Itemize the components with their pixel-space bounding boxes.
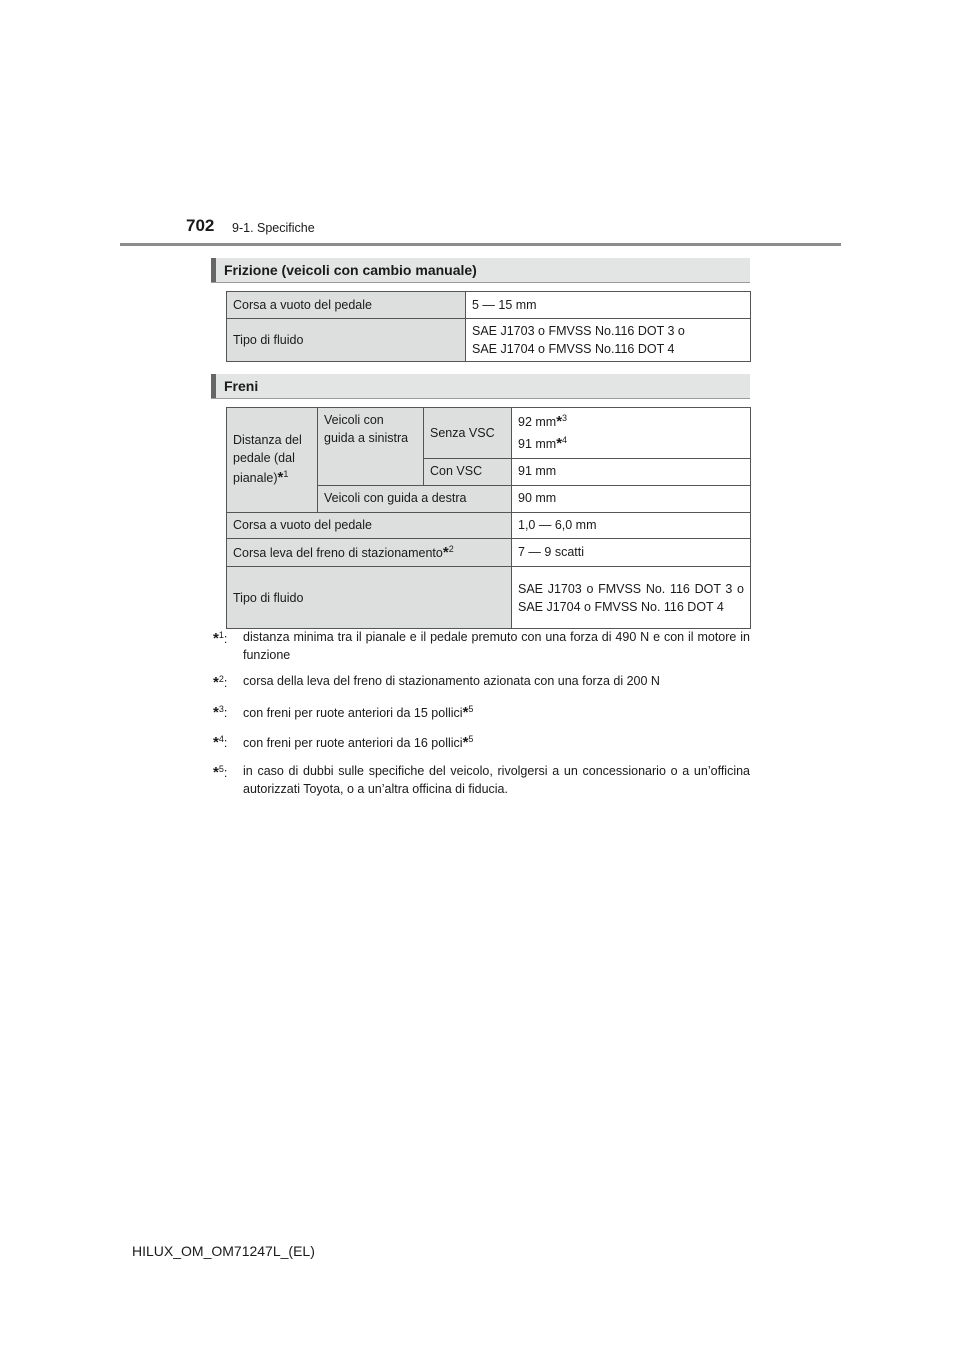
brake-fluid-label: Tipo di fluido: [227, 567, 512, 629]
rhd-value: 90 mm: [512, 485, 751, 512]
table-row: [227, 408, 751, 459]
parking-brake-value: 7 — 9 scatti: [512, 538, 751, 567]
pedal-distance-label: Distanza del pedale (dal pianale)*$^1$: [227, 408, 318, 513]
clutch-fluid-line-1: SAE J1703 o FMVSS No.116 DOT 3 o: [472, 324, 685, 338]
footnote: *$^3$: con freni per ruote anteriori da 15 pollici*$^5$: [213, 703, 474, 721]
rhd-label: Veicoli con guida a destra: [318, 485, 512, 512]
table-row: [227, 319, 751, 362]
parking-brake-label: Corsa leva del freno di stazionamento*$^2$: [227, 538, 512, 567]
brake-free-play-label: Corsa a vuoto del pedale: [227, 512, 512, 538]
clutch-fluid-line-2: SAE J1704 o FMVSS No.116 DOT 4: [472, 342, 675, 357]
document-code: HILUX_OM_OM71247L_(EL): [132, 1243, 315, 1259]
table-row: [227, 538, 751, 567]
lhd-label: Veicoli con guida a sinistra: [318, 408, 424, 486]
brake-free-play-value: 1,0 — 6,0 mm: [512, 512, 751, 538]
footnote: *$^2$: corsa della leva del freno di stazionamento azionata con una forza di 200 N: [213, 674, 660, 692]
without-vsc-label: Senza VSC: [424, 408, 512, 459]
footnote: *$^4$: con freni per ruote anteriori da 16 pollici*$^5$: [213, 733, 474, 751]
section-title: Freni: [224, 378, 259, 394]
table-row: [227, 512, 751, 538]
section-marker: [211, 374, 216, 398]
without-vsc-value: 92 mm*$^3$ 91 mm*$^4$: [512, 408, 751, 459]
section-header-brakes: [211, 374, 750, 399]
footnote: *$^5$: in caso di dubbi sulle specifiche del veicolo, rivolgersi a un concessionario o a un’officina autorizzati Toyota, o a un’altra officina di fiducia.: [213, 763, 750, 796]
section-title: Frizione (veicoli con cambio manuale): [224, 262, 477, 278]
clutch-free-play-value: 5 — 15 mm: [466, 292, 751, 319]
footnotes: [213, 628, 750, 806]
table-row: [227, 292, 751, 319]
clutch-free-play-label: Corsa a vuoto del pedale: [227, 292, 466, 319]
table-row: [227, 567, 751, 629]
section-marker: [211, 258, 216, 282]
footnote: *$^1$: distanza minima tra il pianale e il pedale premuto con una forza di 490 N e con il motore in funzione: [213, 629, 750, 663]
chapter-title: 9-1. Specifiche: [232, 221, 315, 235]
section-header-clutch: [211, 258, 750, 283]
with-vsc-value: 91 mm: [512, 458, 751, 485]
brakes-spec-table: [226, 407, 751, 629]
brake-fluid-value: SAE J1703 o FMVSS No. 116 DOT 3 o SAE J1704 o FMVSS No. 116 DOT 4: [512, 567, 751, 629]
clutch-spec-table: [226, 291, 751, 362]
clutch-fluid-label: Tipo di fluido: [227, 319, 466, 362]
header-divider: [120, 243, 841, 246]
page-number: 702: [186, 216, 215, 235]
clutch-fluid-value: [466, 319, 751, 362]
with-vsc-label: Con VSC: [424, 458, 512, 485]
